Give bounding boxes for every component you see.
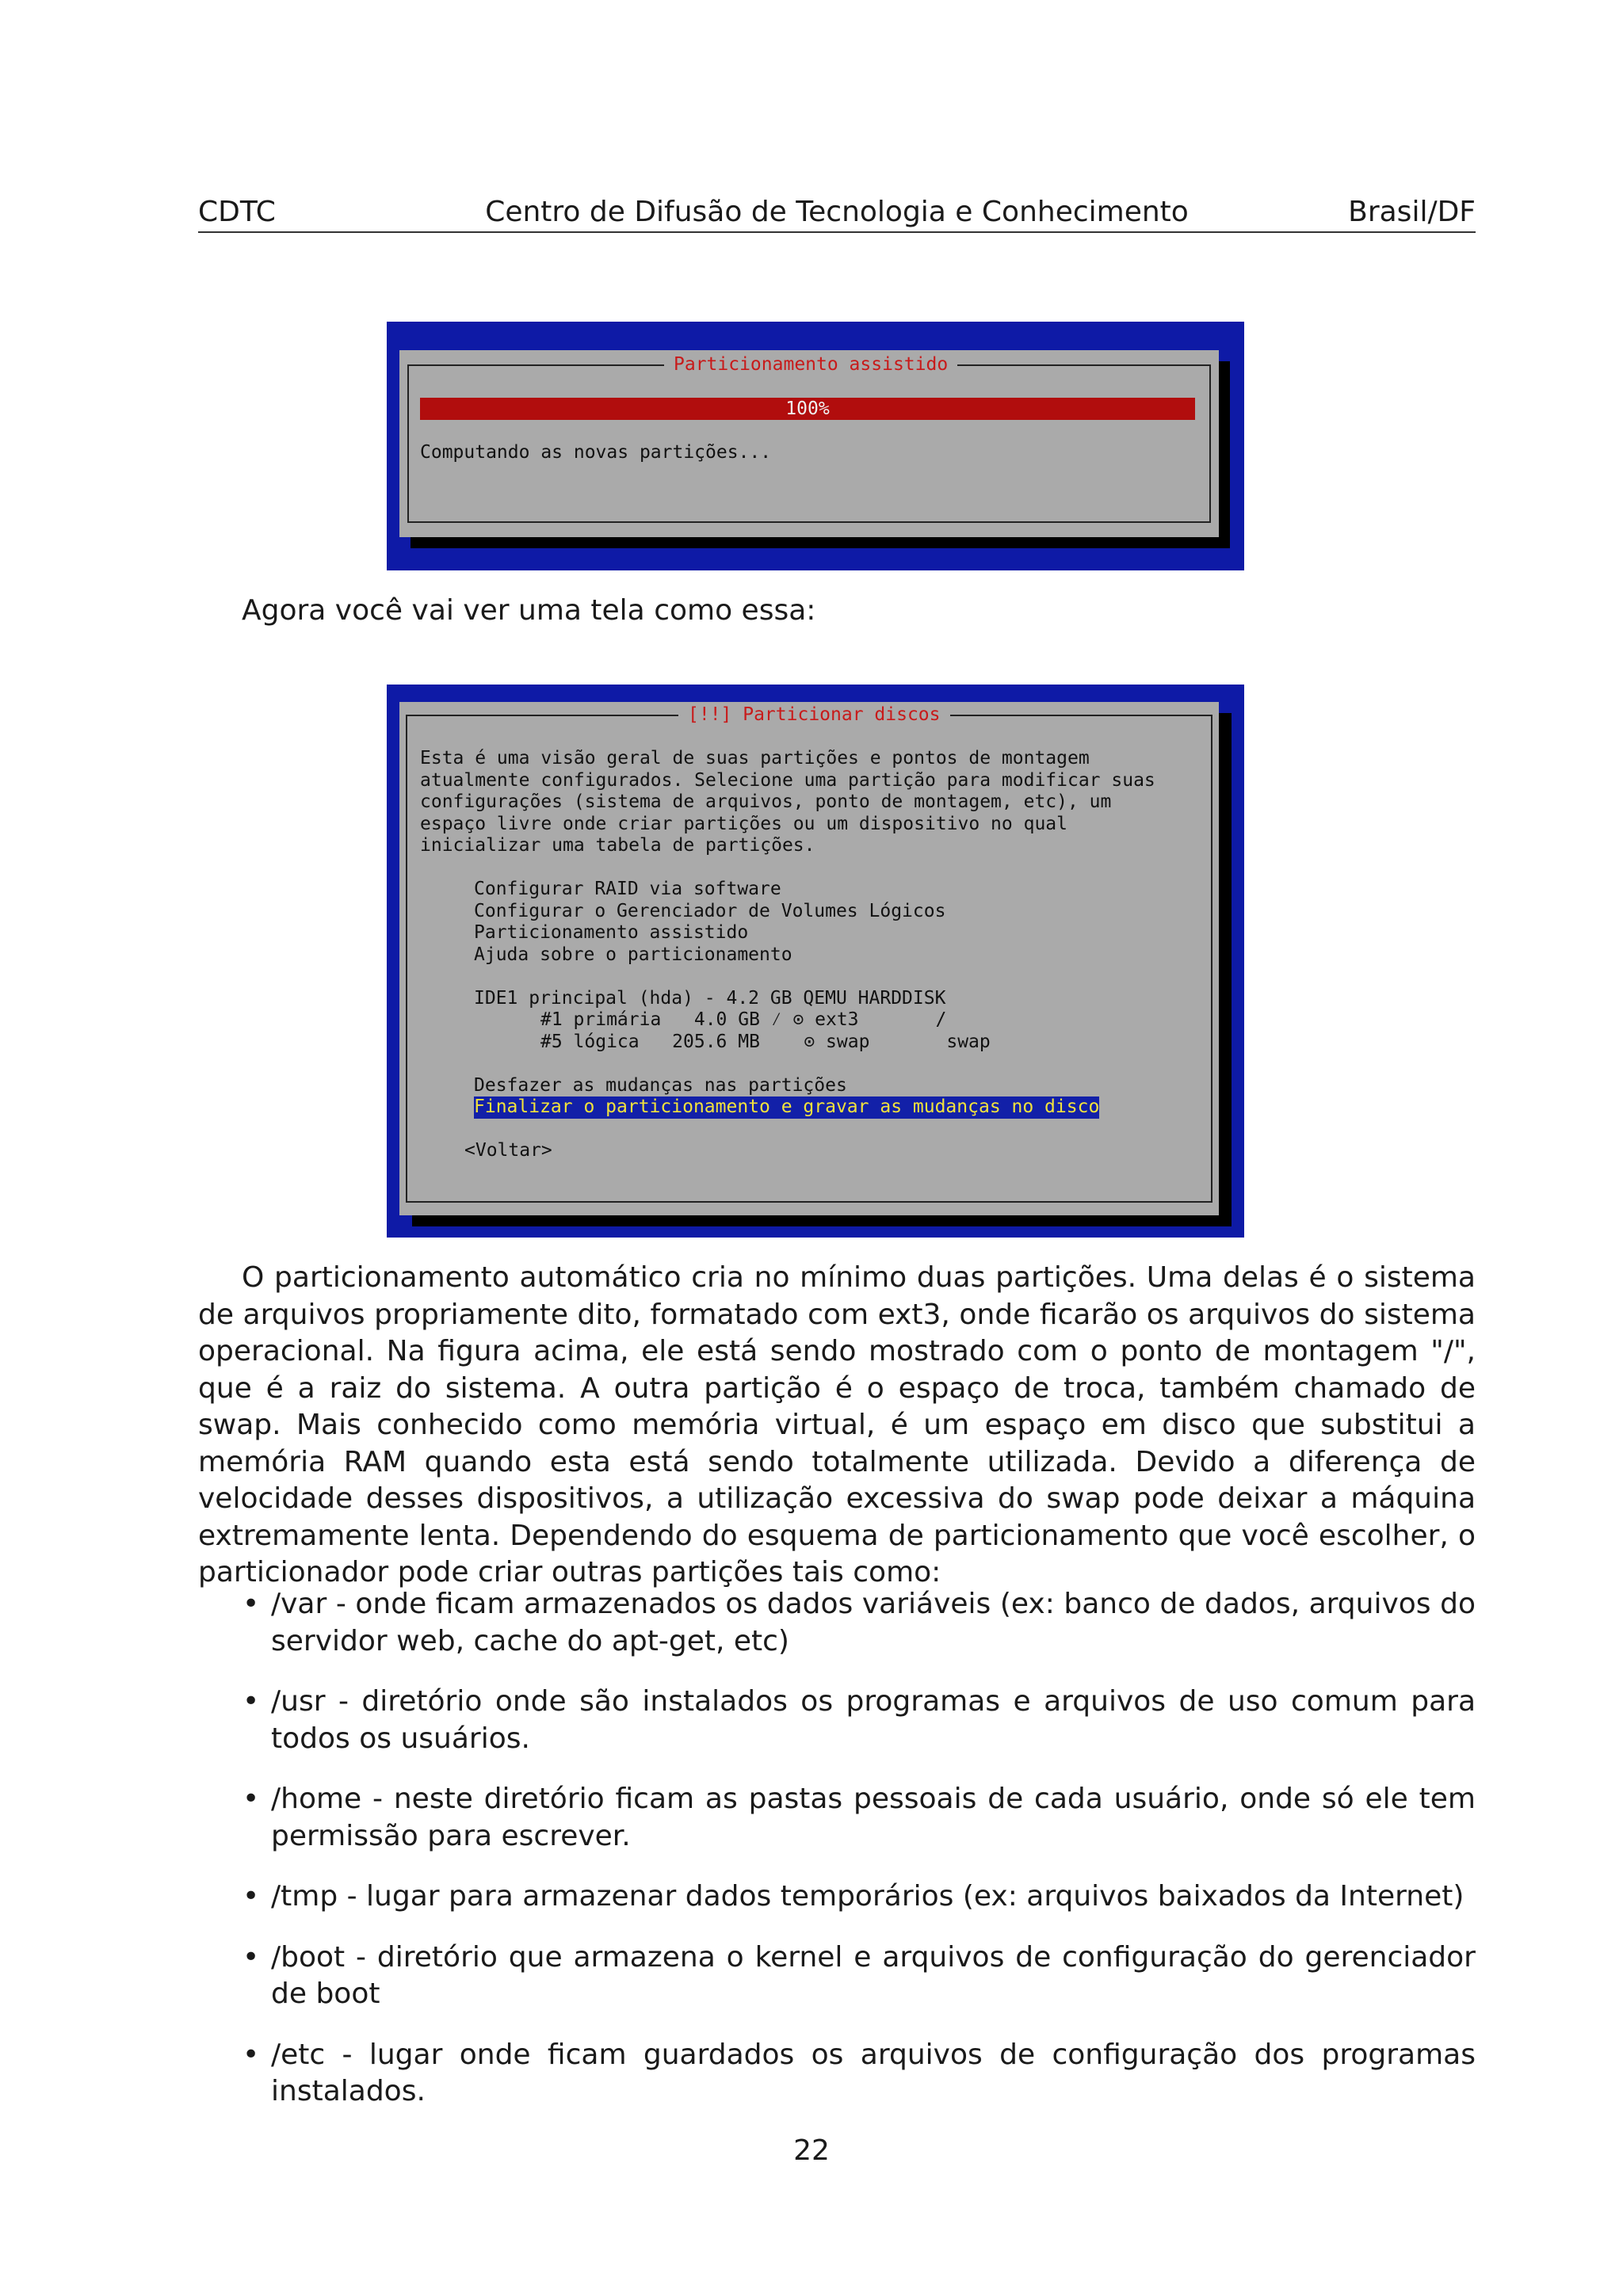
menu-item-help[interactable]: Ajuda sobre o particionamento	[474, 944, 792, 965]
menu-item-raid[interactable]: Configurar RAID via software	[474, 879, 781, 899]
list-item	[198, 1878, 1476, 1916]
dialog-frame	[406, 704, 1212, 1203]
description-line: Esta é uma visão geral de suas partições e pontos de montagem	[420, 748, 1090, 769]
finish-partitioning-item[interactable]: Finalizar o particionamento e gravar as mudanças no disco	[474, 1097, 1100, 1117]
dialog-title: Particionamento assistido	[664, 353, 957, 376]
progress-bar	[420, 398, 1195, 420]
list-item-text: /home - neste diretório ficam as pastas pessoais de cada usuário, onde só ele tem permissão para escrever.	[271, 1783, 1476, 1852]
intro-text: Agora você vai ver uma tela como essa:	[242, 594, 816, 627]
list-item-text: /usr - diretório onde são instalados os programas e arquivos de uso comum para todos os usuários.	[271, 1685, 1476, 1755]
mount-point-list	[198, 1586, 1476, 2134]
page-number: 22	[793, 2134, 830, 2167]
partition-entry-5[interactable]: #5 lógica 205.6 MB ⊙ swap swap	[540, 1031, 991, 1052]
bullet-icon: •	[242, 1685, 260, 1718]
bullet-icon: •	[242, 1880, 260, 1913]
list-item	[198, 1781, 1476, 1855]
header-center: Centro de Difusão de Tecnologia e Conhecimento	[485, 196, 1189, 228]
dialog-title: [!!] Particionar discos	[678, 704, 950, 726]
description-line: inicializar uma tabela de partições.	[420, 835, 815, 856]
description-line: atualmente configurados. Selecione uma partição para modificar suas	[420, 769, 1155, 791]
list-item-text: /boot - diretório que armazena o kernel e arquivos de configuração do gerenciador de boot	[271, 1940, 1476, 2010]
list-item	[198, 1684, 1476, 1757]
menu-item-lvm[interactable]: Configurar o Gerenciador de Volumes Lógicos	[474, 900, 946, 921]
description-line: espaço livre onde criar partições ou um dispositivo no qual	[420, 813, 1067, 834]
body-paragraph: O particionamento automático cria no mínimo duas partições. Uma delas é o sistema de arquivos propriamente dito, formatado com ext3, onde ficarão os arquivos do sistema operacional. Na figura acima, ele está sendo mostrado com o ponto de montagem "/", que é a raiz do sistema. A outra partição é o espaço de troca, também chamado de swap. Mais conhecido como memória virtual, é um espaço em disco que substitui a memória RAM quando esta está sendo totalmente utilizada. Devido a diferença de velocidade desses dispositivos, a utilização excessiva do swap pode deixar a máquina extremamente lenta. Dependendo do esquema de particionamento que você escolher, o particionador pode criar outras partições tais como:	[198, 1261, 1476, 1589]
list-item	[198, 2037, 1476, 2111]
dialog-frame	[407, 354, 1211, 523]
bullet-icon: •	[242, 1783, 260, 1815]
bullet-icon: •	[242, 1588, 260, 1620]
menu-item-guided[interactable]: Particionamento assistido	[474, 922, 749, 943]
list-item-text: /tmp - lugar para armazenar dados temporários (ex: arquivos baixados da Internet)	[271, 1880, 1465, 1913]
installer-screenshot-progress	[387, 322, 1244, 570]
undo-changes-item[interactable]: Desfazer as mudanças nas partições	[474, 1074, 847, 1096]
list-item-text: /var - onde ficam armazenados os dados variáveis (ex: banco de dados, arquivos do servidor web, cache do apt-get, etc)	[271, 1588, 1476, 1657]
header-left: CDTC	[198, 196, 276, 228]
description-line: configurações (sistema de arquivos, ponto de montagem, etc), um	[420, 791, 1112, 812]
bullet-icon: •	[242, 1940, 260, 1974]
list-item	[198, 1586, 1476, 1660]
bullet-icon: •	[242, 2038, 260, 2071]
partition-entry-1[interactable]: #1 primária 4.0 GB ⁄ ⊙ ext3 /	[540, 1009, 947, 1030]
list-item	[198, 1939, 1476, 2013]
installer-screenshot-partition	[387, 685, 1244, 1238]
list-item-text: /etc - lugar onde ficam guardados os arquivos de configuração dos programas instalados.	[271, 2038, 1476, 2107]
back-button[interactable]: <Voltar>	[464, 1140, 552, 1161]
partition-dialog	[399, 702, 1219, 1215]
progress-label: 100%	[785, 399, 830, 419]
page-header	[198, 193, 1476, 233]
progress-dialog	[399, 350, 1219, 537]
header-right: Brasil/DF	[1348, 196, 1476, 228]
progress-status: Computando as novas partições...	[420, 442, 772, 463]
disk-entry[interactable]: IDE1 principal (hda) - 4.2 GB QEMU HARDDISK	[474, 987, 946, 1009]
